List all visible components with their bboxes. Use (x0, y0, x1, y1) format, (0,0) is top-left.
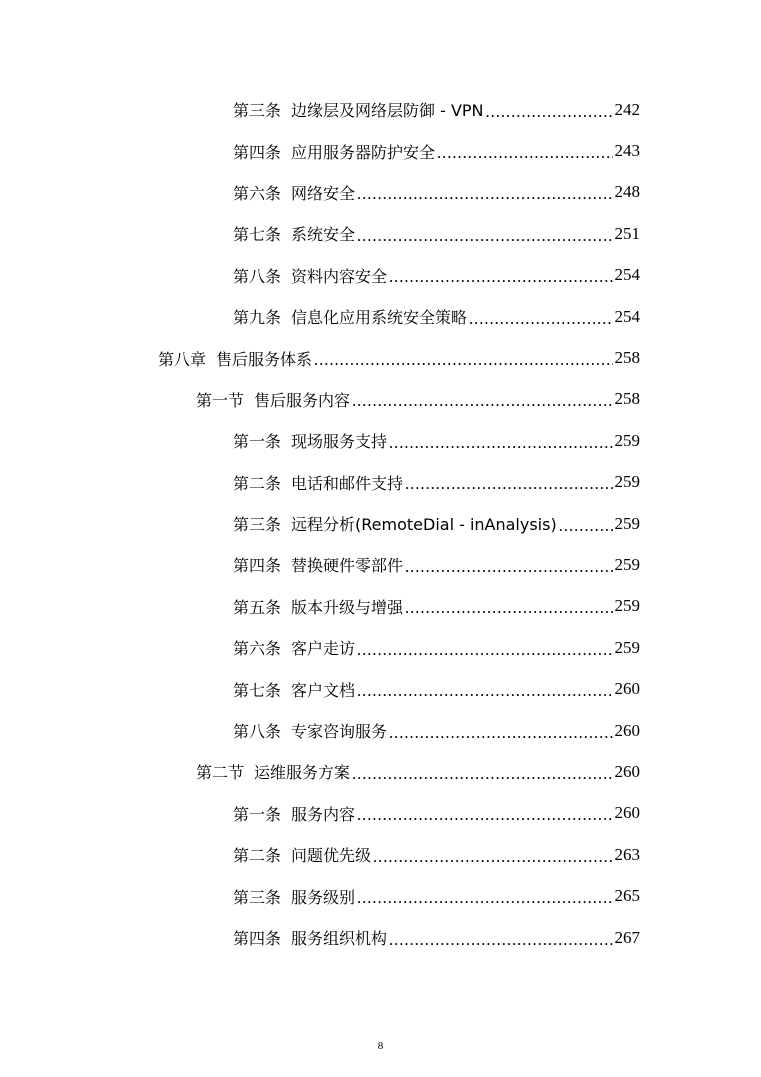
toc-entry-page: 260 (614, 803, 640, 823)
toc-entry-number: 第七条 (233, 680, 282, 700)
toc-entry[interactable] (0, 917, 761, 958)
toc-entry-number: 第五条 (233, 597, 282, 617)
toc-entry-page: 251 (614, 223, 640, 243)
dot-leader (405, 598, 612, 618)
toc-entry-page: 260 (614, 761, 640, 781)
toc-entry[interactable] (0, 172, 761, 213)
toc-entry-title: 运维服务方案 (254, 763, 351, 783)
toc-entry-page: 260 (614, 679, 640, 699)
toc-entry[interactable] (0, 213, 761, 254)
toc-entry-title: 版本升级与增强 (291, 597, 404, 617)
dot-leader (352, 391, 612, 411)
toc-entry-title: 应用服务器防护安全 (291, 142, 436, 162)
toc-entry-page: 254 (614, 265, 640, 285)
toc-entry[interactable] (0, 875, 761, 916)
toc-entry-number: 第二节 (196, 763, 245, 783)
toc-entry-number: 第四条 (233, 556, 282, 576)
toc-entry-title: 现场服务支持 (291, 432, 388, 452)
toc-entry-number: 第二条 (233, 473, 282, 493)
dot-leader (357, 184, 612, 204)
page-number: 8 (377, 1040, 384, 1052)
toc-entry[interactable] (0, 379, 761, 420)
toc-entry-number: 第六条 (233, 639, 282, 659)
toc-entry[interactable] (0, 462, 761, 503)
toc-entry-number: 第三条 (233, 515, 282, 535)
toc-entry-page: 259 (614, 472, 640, 492)
toc-entry-number: 第三条 (233, 887, 282, 907)
toc-entry-number: 第七条 (233, 225, 282, 245)
toc-entry-title: 专家咨询服务 (291, 722, 388, 742)
toc-entry-page: 267 (614, 927, 640, 947)
toc-entry[interactable] (0, 503, 761, 544)
toc-entry-number: 第一条 (233, 432, 282, 452)
table-of-contents (0, 89, 761, 958)
toc-entry[interactable] (0, 793, 761, 834)
toc-entry-number: 第四条 (233, 929, 282, 948)
toc-entry[interactable] (0, 337, 761, 378)
toc-entry-page: 258 (614, 389, 640, 409)
toc-entry-number: 第四条 (233, 142, 282, 162)
toc-entry-title: 边缘层及网络层防御 - VPN (291, 101, 484, 121)
dot-leader (486, 102, 613, 122)
toc-entry-title: 客户文档 (291, 680, 356, 700)
toc-entry-page: 259 (614, 596, 640, 616)
toc-entry-number: 第八条 (233, 266, 282, 286)
dot-leader (352, 764, 612, 784)
dot-leader (314, 350, 612, 370)
toc-entry-page: 259 (614, 513, 640, 533)
dot-leader (389, 723, 612, 743)
toc-entry-title: 服务内容 (291, 804, 356, 824)
toc-entry-title: 售后服务体系 (216, 349, 313, 369)
dot-leader (437, 143, 612, 163)
dot-leader (357, 888, 612, 908)
toc-entry-page: 254 (614, 306, 640, 326)
toc-entry-title: 电话和邮件支持 (291, 473, 404, 493)
dot-leader (389, 930, 612, 950)
toc-entry-title: 问题优先级 (291, 846, 372, 866)
dot-leader (469, 309, 612, 329)
toc-entry-number: 第九条 (233, 308, 282, 328)
toc-entry[interactable] (0, 255, 761, 296)
toc-entry-number: 第一条 (233, 804, 282, 824)
toc-entry-page: 260 (614, 720, 640, 740)
toc-entry-title: 远程分析(RemoteDial - inAnalysis) (291, 515, 557, 535)
toc-entry-page: 259 (614, 554, 640, 574)
toc-entry[interactable] (0, 586, 761, 627)
dot-leader (389, 433, 612, 453)
dot-leader (405, 557, 612, 577)
toc-entry-page: 259 (614, 637, 640, 657)
toc-entry[interactable] (0, 834, 761, 875)
toc-entry-page: 242 (614, 99, 640, 119)
toc-entry[interactable] (0, 130, 761, 171)
toc-entry-title: 系统安全 (291, 225, 356, 245)
toc-entry[interactable] (0, 420, 761, 461)
toc-entry[interactable] (0, 710, 761, 751)
dot-leader (389, 267, 612, 287)
toc-entry-page: 243 (614, 141, 640, 161)
toc-entry[interactable] (0, 89, 761, 130)
toc-entry-page: 258 (614, 348, 640, 368)
toc-entry-number: 第八章 (158, 349, 207, 369)
dot-leader (357, 640, 612, 660)
toc-entry-number: 第八条 (233, 722, 282, 742)
toc-entry-title: 资料内容安全 (291, 266, 388, 286)
toc-entry-page: 265 (614, 886, 640, 906)
toc-entry-page: 259 (614, 430, 640, 450)
dot-leader (357, 226, 612, 246)
dot-leader (357, 681, 612, 701)
toc-entry[interactable] (0, 668, 761, 709)
toc-entry-number: 第六条 (233, 183, 282, 203)
dot-leader (405, 474, 612, 494)
toc-entry[interactable] (0, 751, 761, 792)
toc-entry-number: 第三条 (233, 101, 282, 121)
toc-entry-page: 263 (614, 844, 640, 864)
toc-entry-title: 信息化应用系统安全策略 (291, 308, 468, 328)
toc-entry-number: 第二条 (233, 846, 282, 866)
dot-leader (357, 805, 612, 825)
toc-entry-title: 客户走访 (291, 639, 356, 659)
toc-entry[interactable] (0, 544, 761, 585)
toc-entry-title: 服务组织机构 (291, 929, 388, 948)
toc-entry-title: 网络安全 (291, 183, 356, 203)
toc-entry[interactable] (0, 627, 761, 668)
dot-leader (559, 516, 613, 536)
toc-entry-title: 售后服务内容 (254, 390, 351, 410)
dot-leader (373, 847, 612, 867)
toc-entry-title: 替换硬件零部件 (291, 556, 404, 576)
toc-entry-page: 248 (614, 182, 640, 202)
toc-entry-title: 服务级别 (291, 887, 356, 907)
toc-entry[interactable] (0, 296, 761, 337)
toc-entry-number: 第一节 (196, 390, 245, 410)
